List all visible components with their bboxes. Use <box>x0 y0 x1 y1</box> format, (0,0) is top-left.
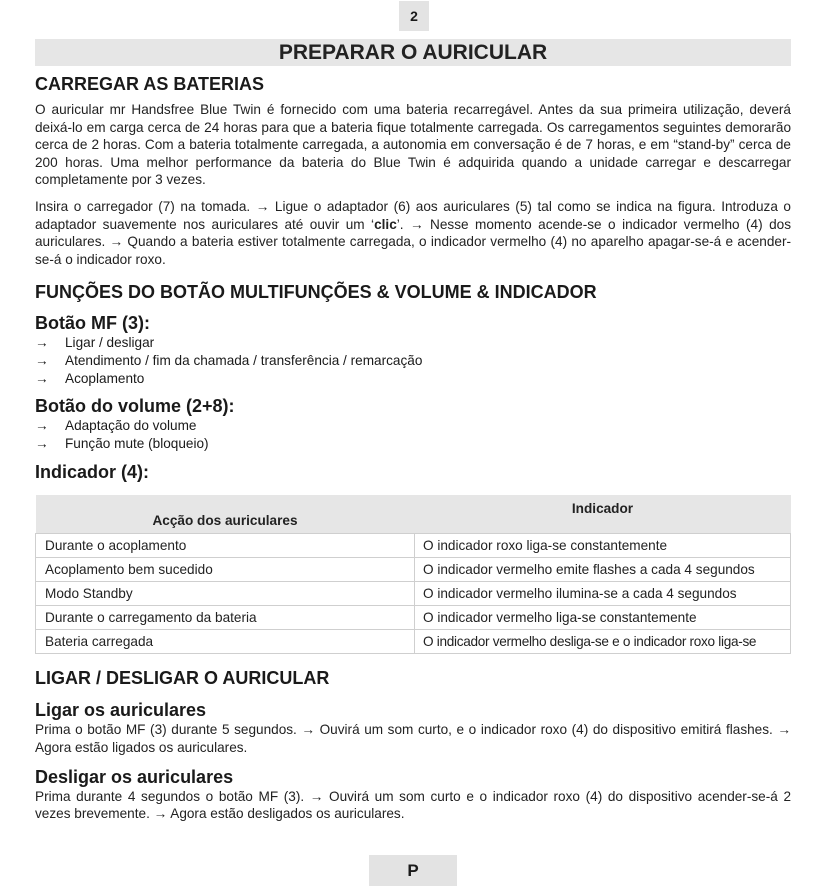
table-row <box>36 606 791 630</box>
arrow-icon: → <box>35 352 49 368</box>
volume-button-heading: Botão do volume (2+8): <box>35 396 235 417</box>
list-item-text: Adaptação do volume <box>65 418 197 434</box>
table-header-action: Acção dos auriculares <box>36 495 415 534</box>
list-item <box>35 435 791 453</box>
table-row <box>36 534 791 558</box>
indicator-heading: Indicador (4): <box>35 462 150 483</box>
charge-paragraph-2 <box>35 198 791 268</box>
page-title: PREPARAR O AURICULAR <box>35 39 791 66</box>
table-cell: O indicador roxo liga-se constantemente <box>415 534 791 558</box>
table-cell: O indicador vermelho desliga-se e o indicador roxo liga-se <box>415 630 791 654</box>
language-tab: P <box>369 855 457 886</box>
list-item <box>35 352 791 370</box>
table-row <box>36 558 791 582</box>
volume-function-list <box>35 417 791 452</box>
table-cell: Durante o carregamento da bateria <box>36 606 415 630</box>
list-item <box>35 370 791 388</box>
charge-paragraph-1: O auricular mr Handsfree Blue Twin é fornecido com uma bateria recarregável. Antes da sua primeira utilização, deverá deixá-lo em carga cerca de 24 horas para que a bateria fique totalmente carregada. Os carregamentos seguintes demorarão cerca de 2 horas. Com a bateria totalmente carregada, a autonomia em conversação é de 7 horas, e em “stand-by” cerca de 200 horas. Uma melhor performance da bateria do Blue Twin é adquirida quando a unidade carregar e descarregar completamente por 3 vezes. <box>35 102 791 188</box>
list-item-text: Atendimento / fim da chamada / transferência / remarcação <box>65 352 423 368</box>
list-item <box>35 334 791 352</box>
table-header-row <box>36 495 791 534</box>
power-on-text: Prima o botão MF (3) durante 5 segundos. → Ouvirá um som curto, e o indicador roxo (4) do dispositivo emitirá flashes. → Agora estão ligados os auriculares. <box>35 722 791 755</box>
table-header-indicator: Indicador <box>415 495 791 534</box>
list-item-text: Acoplamento <box>65 370 145 386</box>
mf-button-heading: Botão MF (3): <box>35 313 150 334</box>
page-number: 2 <box>399 1 429 31</box>
list-item-text: Função mute (bloqueio) <box>65 435 209 451</box>
list-item <box>35 417 791 435</box>
table-row <box>36 582 791 606</box>
table-row <box>36 630 791 654</box>
table-cell: Bateria carregada <box>36 630 415 654</box>
power-off-text: Prima durante 4 segundos o botão MF (3). → Ouvirá um som curto e o indicador roxo (4) do dispositivo acender-se-á 2 vezes brevemente. → Agora estão desligados os auriculares. <box>35 788 791 822</box>
section-heading-power: LIGAR / DESLIGAR O AURICULAR <box>35 668 330 689</box>
table-cell: O indicador vermelho ilumina-se a cada 4 segundos <box>415 582 791 606</box>
indicator-table <box>35 495 791 654</box>
list-item-text: Ligar / desligar <box>65 335 155 351</box>
arrow-icon: → <box>35 370 49 386</box>
table-cell: Durante o acoplamento <box>36 534 415 558</box>
table-cell: O indicador vermelho emite flashes a cada 4 segundos <box>415 558 791 582</box>
power-on-heading: Ligar os auriculares <box>35 700 207 721</box>
arrow-icon: → <box>35 418 49 434</box>
table-cell: Acoplamento bem sucedido <box>36 558 415 582</box>
table-cell: O indicador vermelho liga-se constantemente <box>415 606 791 630</box>
section-heading-charge: CARREGAR AS BATERIAS <box>35 74 265 94</box>
charge-paragraph-2-a: Insira o carregador (7) na tomada. → Ligue o adaptador (6) aos auriculares (5) tal como se indica na figura. Introduza o adaptador suavemente nos auriculares até ouvir um ‘ <box>35 198 791 232</box>
mf-function-list <box>35 334 791 387</box>
table-cell: Modo Standby <box>36 582 415 606</box>
arrow-icon: → <box>35 435 49 451</box>
clic-word: clic <box>374 216 397 232</box>
charge-paragraph-2-b: ’. → Nesse momento acende-se o indicador vermelho (4) dos auriculares. → Quando a bateria estiver totalmente carregada, o indicador vermelho (4) no aparelho apagar-se-á e acender-se-á o indicador roxo. <box>35 216 792 267</box>
section-heading-functions: FUNÇÕES DO BOTÃO MULTIFUNÇÕES & VOLUME & INDICADOR <box>35 282 597 303</box>
power-off-heading: Desligar os auriculares <box>35 766 234 787</box>
main-content <box>35 72 791 823</box>
arrow-icon: → <box>35 335 49 351</box>
